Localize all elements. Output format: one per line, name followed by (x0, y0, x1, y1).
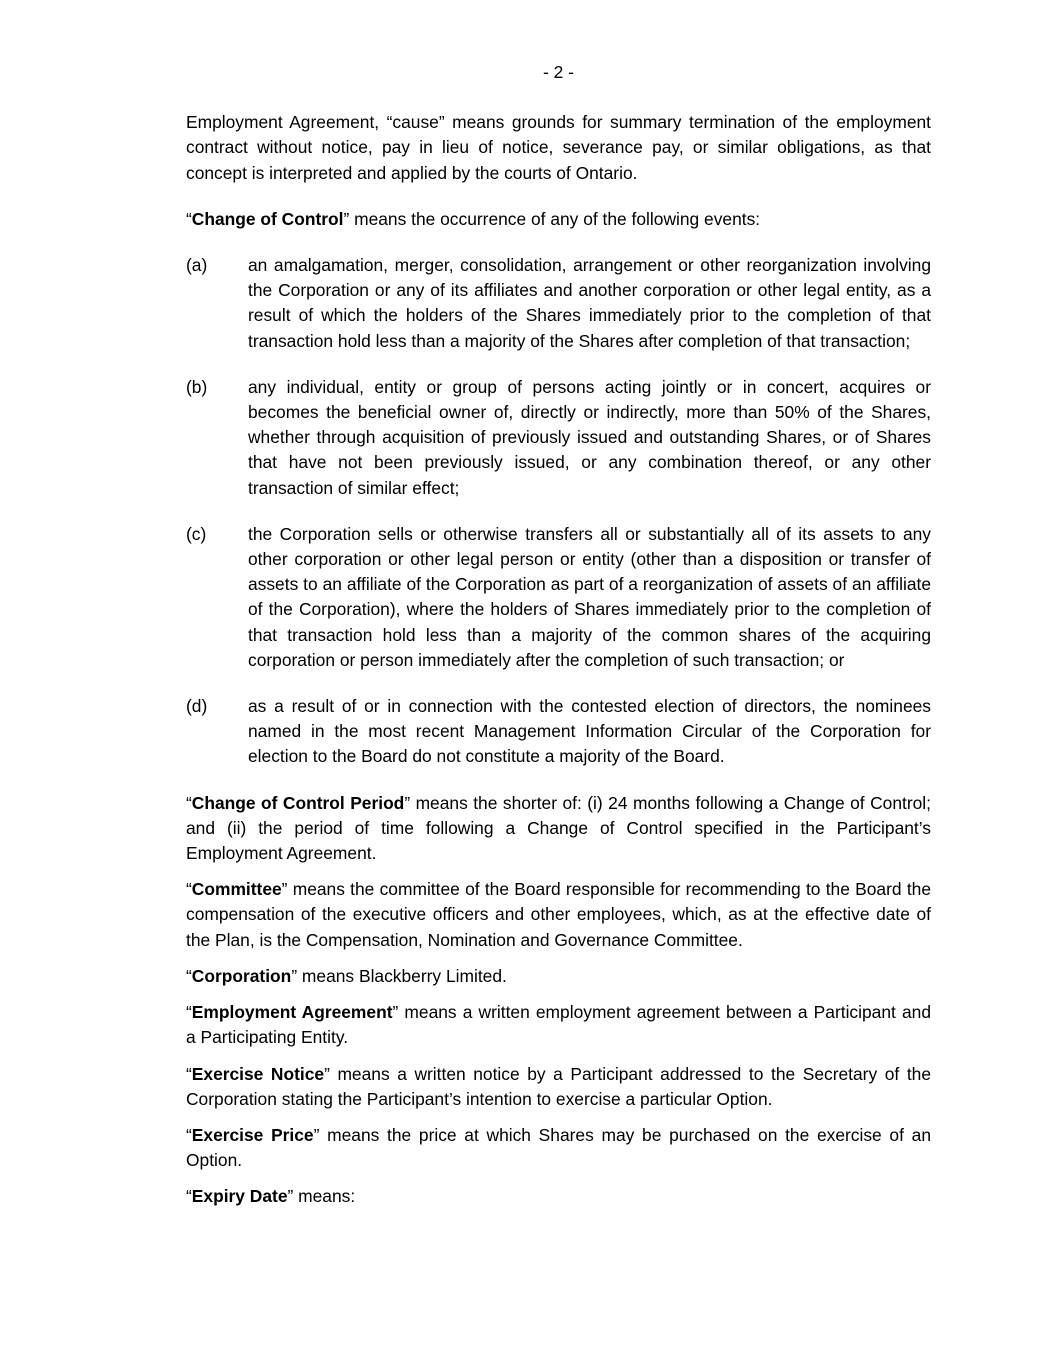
open-quote: “ (186, 879, 192, 900)
defined-term: Corporation (191, 965, 292, 986)
item-text: the Corporation sells or otherwise transfers all or substantially all of its assets to any other corporation or other legal person or entity (other than a disposition or transfer of assets to an affiliate of the Corporation as part of a reorganization of assets of an affiliate of the Corporation), where the holders of Shares immediately prior to the completion of that transaction hold less than a majority of the common shares of the acquiring corporation or person immediately after the completion of such transaction; or (248, 523, 931, 670)
open-quote: “ (186, 208, 192, 229)
defined-term: Committee (191, 879, 282, 900)
list-item-a (186, 253, 931, 354)
open-quote: “ (186, 965, 192, 986)
definition-corporation (186, 964, 931, 989)
list-item-b (186, 375, 931, 501)
defined-term: Exercise Price (191, 1124, 314, 1145)
definition-text: ” means the occurrence of any of the following events: (343, 208, 761, 229)
opening-paragraph: Employment Agreement, “cause” means grounds for summary termination of the employment contract without notice, pay in lieu of notice, severance pay, or similar obligations, as that concept is interpreted and applied by the courts of Ontario. (186, 112, 931, 183)
definition-change-of-control-period (186, 791, 931, 867)
defined-term: Change of Control (191, 208, 344, 229)
definition-employment-agreement (186, 1000, 931, 1050)
definition-change-of-control (186, 207, 931, 232)
open-quote: “ (186, 792, 192, 813)
open-quote: “ (186, 1124, 192, 1145)
item-text: as a result of or in connection with the contested election of directors, the nominees named in the most recent Management Information Circular of the Corporation for election to the Board do not constitute a majority of the Board. (248, 696, 931, 767)
page-number: - 2 - (543, 62, 574, 82)
open-quote: “ (186, 1002, 192, 1023)
defined-term: Change of Control Period (191, 792, 405, 813)
item-label: (a) (186, 255, 208, 276)
item-label: (d) (186, 696, 208, 717)
document-page (186, 60, 931, 1221)
open-quote: “ (186, 1186, 192, 1207)
list-item-d (186, 694, 931, 770)
item-text: an amalgamation, merger, consolidation, arrangement or other reorganization involving the Corporation or any of its affiliates and another corporation or other legal entity, as a result of which the holders of the Shares immediately prior to the completion of that transaction hold less than a majority of the Shares after completion of that transaction; (248, 255, 931, 351)
definition-text: ” means the committee of the Board responsible for recommending to the Board the compensation of the executive officers and other employees, which, as at the effective date of the Plan, is the Compensation, Nomination and Governance Committee. (186, 879, 931, 950)
defined-term: Exercise Notice (191, 1063, 325, 1084)
defined-term: Employment Agreement (191, 1002, 393, 1023)
definition-exercise-price (186, 1123, 931, 1173)
list-item-c (186, 522, 931, 673)
definition-text: ” means a written employment agreement between a Participant and a Participating Entity. (186, 1002, 931, 1048)
open-quote: “ (186, 1063, 192, 1084)
item-label: (b) (186, 376, 208, 397)
definition-text: ” means a written notice by a Participant addressed to the Secretary of the Corporation stating the Participant’s intention to exercise a particular Option. (186, 1063, 931, 1109)
definition-expiry-date (186, 1184, 931, 1209)
defined-term: Expiry Date (191, 1186, 288, 1207)
definition-text: ” means: (287, 1186, 356, 1207)
item-label: (c) (186, 523, 207, 544)
definition-committee (186, 877, 931, 953)
item-text: any individual, entity or group of persons acting jointly or in concert, acquires or becomes the beneficial owner of, directly or indirectly, more than 50% of the Shares, whether through acquisition of previously issued and outstanding Shares, or of Shares that have not been previously issued, or any combination thereof, or any other transaction of similar effect; (248, 376, 931, 498)
definition-exercise-notice (186, 1062, 931, 1112)
definition-text: ” means the shorter of: (i) 24 months following a Change of Control; and (ii) the period of time following a Change of Control specified in the Participant’s Employment Agreement. (186, 792, 931, 864)
definition-text: ” means the price at which Shares may be purchased on the exercise of an Option. (186, 1124, 931, 1171)
definition-text: ” means Blackberry Limited. (291, 965, 507, 986)
